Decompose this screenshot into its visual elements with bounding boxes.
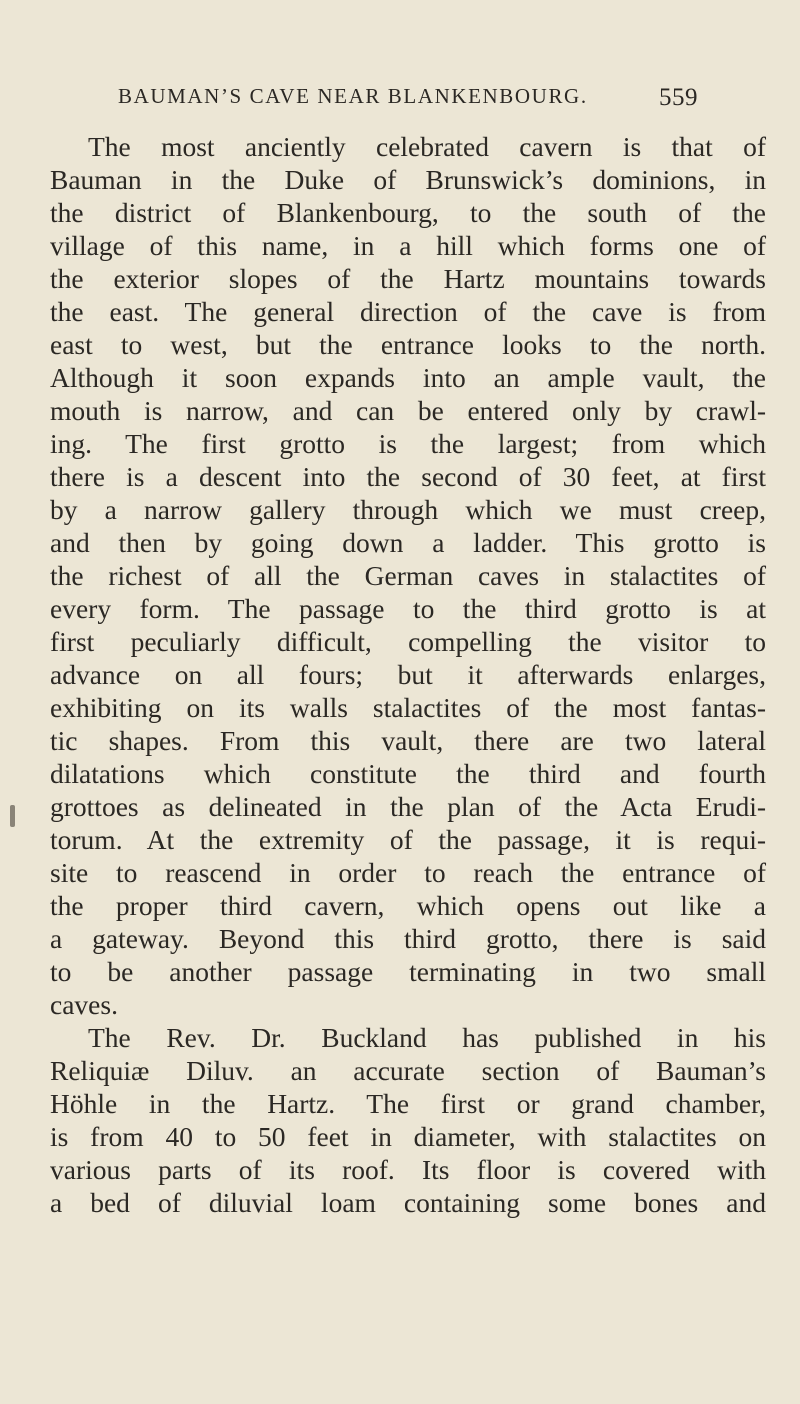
text-line: village of this name, in a hill which forms one of xyxy=(50,230,766,261)
text-line: caves. xyxy=(50,989,118,1020)
running-title: BAUMAN’S CAVE NEAR BLANKENBOURG. xyxy=(118,84,588,108)
text-line: advance on all fours; but it afterwards enlarges, xyxy=(50,659,766,690)
text-line: every form. The passage to the third grotto is at xyxy=(50,593,766,624)
running-header xyxy=(118,84,698,118)
text-line: mouth is narrow, and can be entered only by crawl- xyxy=(50,395,766,426)
text-line: is from 40 to 50 feet in diameter, with stalactites on xyxy=(50,1121,766,1152)
text-line: dilatations which constitute the third and fourth xyxy=(50,758,766,789)
text-line: The most anciently celebrated cavern is that of xyxy=(88,131,766,162)
text-line: by a narrow gallery through which we must creep, xyxy=(50,494,766,525)
text-line: the proper third cavern, which opens out like a xyxy=(50,890,766,921)
text-line: and then by going down a ladder. This grotto is xyxy=(50,527,766,558)
text-line: ing. The first grotto is the largest; from which xyxy=(50,428,766,459)
text-line: the east. The general direction of the cave is from xyxy=(50,296,766,327)
text-line: east to west, but the entrance looks to the north. xyxy=(50,329,766,360)
text-line: the district of Blankenbourg, to the south of the xyxy=(50,197,766,228)
text-line: exhibiting on its walls stalactites of the most fantas- xyxy=(50,692,766,723)
text-line: there is a descent into the second of 30 feet, at first xyxy=(50,461,766,492)
text-line: Reliquiæ Diluv. an accurate section of Bauman’s xyxy=(50,1055,766,1086)
page-number: 559 xyxy=(659,84,698,111)
text-line: grottoes as delineated in the plan of the Acta Erudi- xyxy=(50,791,766,822)
text-line: Bauman in the Duke of Brunswick’s dominions, in xyxy=(50,164,766,195)
text-line: site to reascend in order to reach the entrance of xyxy=(50,857,766,888)
text-line: to be another passage terminating in two small xyxy=(50,956,766,987)
text-line: Höhle in the Hartz. The first or grand chamber, xyxy=(50,1088,766,1119)
text-line: The Rev. Dr. Buckland has published in his xyxy=(88,1022,766,1053)
text-line: Although it soon expands into an ample vault, the xyxy=(50,362,766,393)
text-line: tic shapes. From this vault, there are two lateral xyxy=(50,725,766,756)
text-line: various parts of its roof. Its floor is covered with xyxy=(50,1154,766,1185)
text-line: the richest of all the German caves in stalactites of xyxy=(50,560,766,591)
text-line: a gateway. Beyond this third grotto, there is said xyxy=(50,923,766,954)
text-line: a bed of diluvial loam containing some bones and xyxy=(50,1187,766,1218)
text-line: torum. At the extremity of the passage, it is requi- xyxy=(50,824,766,855)
text-line: the exterior slopes of the Hartz mountains towards xyxy=(50,263,766,294)
text-line: first peculiarly difficult, compelling the visitor to xyxy=(50,626,766,657)
margin-blemish xyxy=(10,805,15,827)
